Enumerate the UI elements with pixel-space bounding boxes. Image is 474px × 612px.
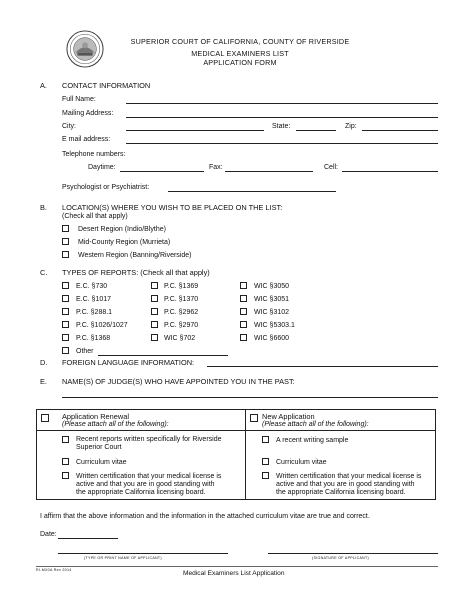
date-field[interactable] <box>58 538 118 539</box>
email-field[interactable] <box>126 143 438 144</box>
report-checkbox[interactable] <box>151 282 158 289</box>
section-d-title: FOREIGN LANGUAGE INFORMATION: <box>62 358 195 367</box>
date-label: Date: <box>40 531 57 538</box>
renewal-item-text: Written certification that your medical license is <box>76 473 222 480</box>
report-label: P.C. §2970 <box>164 322 199 329</box>
renewal-item-text: Curriculum vitae <box>76 459 127 466</box>
footer-title: Medical Examiners List Application <box>183 570 285 577</box>
new-writing-sample-checkbox[interactable] <box>262 436 269 443</box>
new-item-text: the appropriate California licensing board. <box>276 489 406 496</box>
affirmation-text: I affirm that the above information and the information in the attached curriculum vitae are true and correct. <box>40 513 370 520</box>
other-field[interactable] <box>98 355 228 356</box>
footer-rule <box>36 566 438 567</box>
renewal-item-text: Recent reports written specifically for Riverside <box>76 436 222 443</box>
report-checkbox[interactable] <box>240 321 247 328</box>
report-label: WIC §6600 <box>254 335 290 342</box>
applicant-name-caption: (TYPE OR PRINT NAME OF APPLICANT) <box>84 556 162 560</box>
new-application-checkbox[interactable] <box>250 414 258 422</box>
section-d-letter: D. <box>40 358 48 367</box>
new-item-text: Curriculum vitae <box>276 459 327 466</box>
section-e-title: NAME(S) OF JUDGE(S) WHO HAVE APPOINTED YOU IN THE PAST: <box>62 377 295 386</box>
new-cv-checkbox[interactable] <box>262 458 269 465</box>
report-label: P.C. §2962 <box>164 309 199 316</box>
report-label: WIC §702 <box>164 335 196 342</box>
table-header-divider <box>36 430 436 431</box>
full-name-label: Full Name: <box>62 96 96 103</box>
court-name: SUPERIOR COURT OF CALIFORNIA, COUNTY OF RIVERSIDE <box>130 37 350 46</box>
report-label: P.C. §1369 <box>164 283 199 290</box>
mid-county-region-label: Mid-County Region (Murrieta) <box>78 239 171 246</box>
other-checkbox[interactable] <box>62 347 69 354</box>
report-label: P.C. §288.1 <box>76 309 113 316</box>
section-a-title: CONTACT INFORMATION <box>62 81 151 90</box>
western-region-checkbox[interactable] <box>62 251 69 258</box>
judges-field[interactable] <box>62 397 438 398</box>
new-application-title: New Application <box>262 412 315 421</box>
report-checkbox[interactable] <box>62 282 69 289</box>
report-checkbox[interactable] <box>62 321 69 328</box>
cell-label: Cell: <box>324 164 339 171</box>
psych-label: Psychologist or Psychiatrist: <box>62 184 150 191</box>
western-region-label: Western Region (Banning/Riverside) <box>78 252 192 259</box>
report-label: E.C. §730 <box>76 283 108 290</box>
desert-region-label: Desert Region (Indio/Blythe) <box>78 226 166 233</box>
report-checkbox[interactable] <box>62 308 69 315</box>
state-field[interactable] <box>296 130 336 131</box>
form-code: RI-MX0A Rev 2014 <box>36 568 72 572</box>
section-b-letter: B. <box>40 203 47 212</box>
new-license-checkbox[interactable] <box>262 472 269 479</box>
mid-county-region-checkbox[interactable] <box>62 238 69 245</box>
new-item-text: A recent writing sample <box>276 437 349 444</box>
report-label: P.C. §1368 <box>76 335 111 342</box>
report-checkbox[interactable] <box>62 295 69 302</box>
renewal-title: Application Renewal <box>62 412 129 421</box>
report-checkbox[interactable] <box>151 295 158 302</box>
renewal-item-text: Superior Court <box>76 444 122 451</box>
section-b-title: LOCATION(S) WHERE YOU WISH TO BE PLACED ON THE LIST: <box>62 203 283 212</box>
state-label: State: <box>272 123 291 130</box>
list-title: MEDICAL EXAMINERS LIST <box>191 49 289 58</box>
zip-label: Zip: <box>345 123 357 130</box>
mailing-address-label: Mailing Address: <box>62 110 114 117</box>
renewal-item-text: the appropriate California licensing board. <box>76 489 206 496</box>
zip-field[interactable] <box>362 130 438 131</box>
fax-field[interactable] <box>225 171 313 172</box>
new-item-text: Written certification that your medical license is <box>276 473 422 480</box>
daytime-label: Daytime: <box>88 164 116 171</box>
renewal-reports-checkbox[interactable] <box>62 436 69 443</box>
city-label: City: <box>62 123 76 130</box>
renewal-checkbox[interactable] <box>41 414 49 422</box>
report-label: WIC §3102 <box>254 309 290 316</box>
report-label: P.C. §1370 <box>164 296 199 303</box>
foreign-language-field[interactable] <box>207 366 438 367</box>
report-checkbox[interactable] <box>240 334 247 341</box>
report-label: E.C. §1017 <box>76 296 112 303</box>
new-item-text: active and that you are in good standing with <box>276 481 415 488</box>
report-label: WIC §3050 <box>254 283 290 290</box>
form-title: APPLICATION FORM <box>203 58 277 67</box>
mailing-address-field[interactable] <box>126 117 438 118</box>
report-checkbox[interactable] <box>240 308 247 315</box>
report-checkbox[interactable] <box>151 321 158 328</box>
renewal-note: (Please attach all of the following): <box>62 421 169 428</box>
psych-field[interactable] <box>168 191 336 192</box>
new-application-note: (Please attach all of the following): <box>262 421 369 428</box>
city-field[interactable] <box>126 130 264 131</box>
renewal-item-text: active and that you are in good standing with <box>76 481 215 488</box>
applicant-name-field[interactable] <box>58 553 228 554</box>
fax-label: Fax: <box>209 164 223 171</box>
email-label: E mail address: <box>62 136 111 143</box>
applicant-signature-caption: (SIGNATURE OF APPLICANT) <box>312 556 370 560</box>
report-label: WIC §5303.1 <box>254 322 295 329</box>
renewal-cv-checkbox[interactable] <box>62 458 69 465</box>
section-b-subtitle: (Check all that apply) <box>62 213 128 220</box>
report-checkbox[interactable] <box>151 334 158 341</box>
daytime-field[interactable] <box>120 171 204 172</box>
report-checkbox[interactable] <box>151 308 158 315</box>
cell-field[interactable] <box>342 171 438 172</box>
table-divider <box>245 409 246 500</box>
applicant-signature-field[interactable] <box>268 553 438 554</box>
desert-region-checkbox[interactable] <box>62 225 69 232</box>
section-e-letter: E. <box>40 377 47 386</box>
section-c-title: TYPES OF REPORTS: (Check all that apply) <box>62 268 210 277</box>
section-a-letter: A. <box>40 81 47 90</box>
report-checkbox[interactable] <box>240 282 247 289</box>
section-c-letter: C. <box>40 268 48 277</box>
report-label: WIC §3051 <box>254 296 290 303</box>
renewal-license-checkbox[interactable] <box>62 472 69 479</box>
report-checkbox[interactable] <box>240 295 247 302</box>
telephone-label: Telephone numbers: <box>62 151 126 158</box>
full-name-field[interactable] <box>126 103 438 104</box>
other-label: Other <box>76 348 94 355</box>
report-checkbox[interactable] <box>62 334 69 341</box>
report-label: P.C. §1026/1027 <box>76 322 128 329</box>
